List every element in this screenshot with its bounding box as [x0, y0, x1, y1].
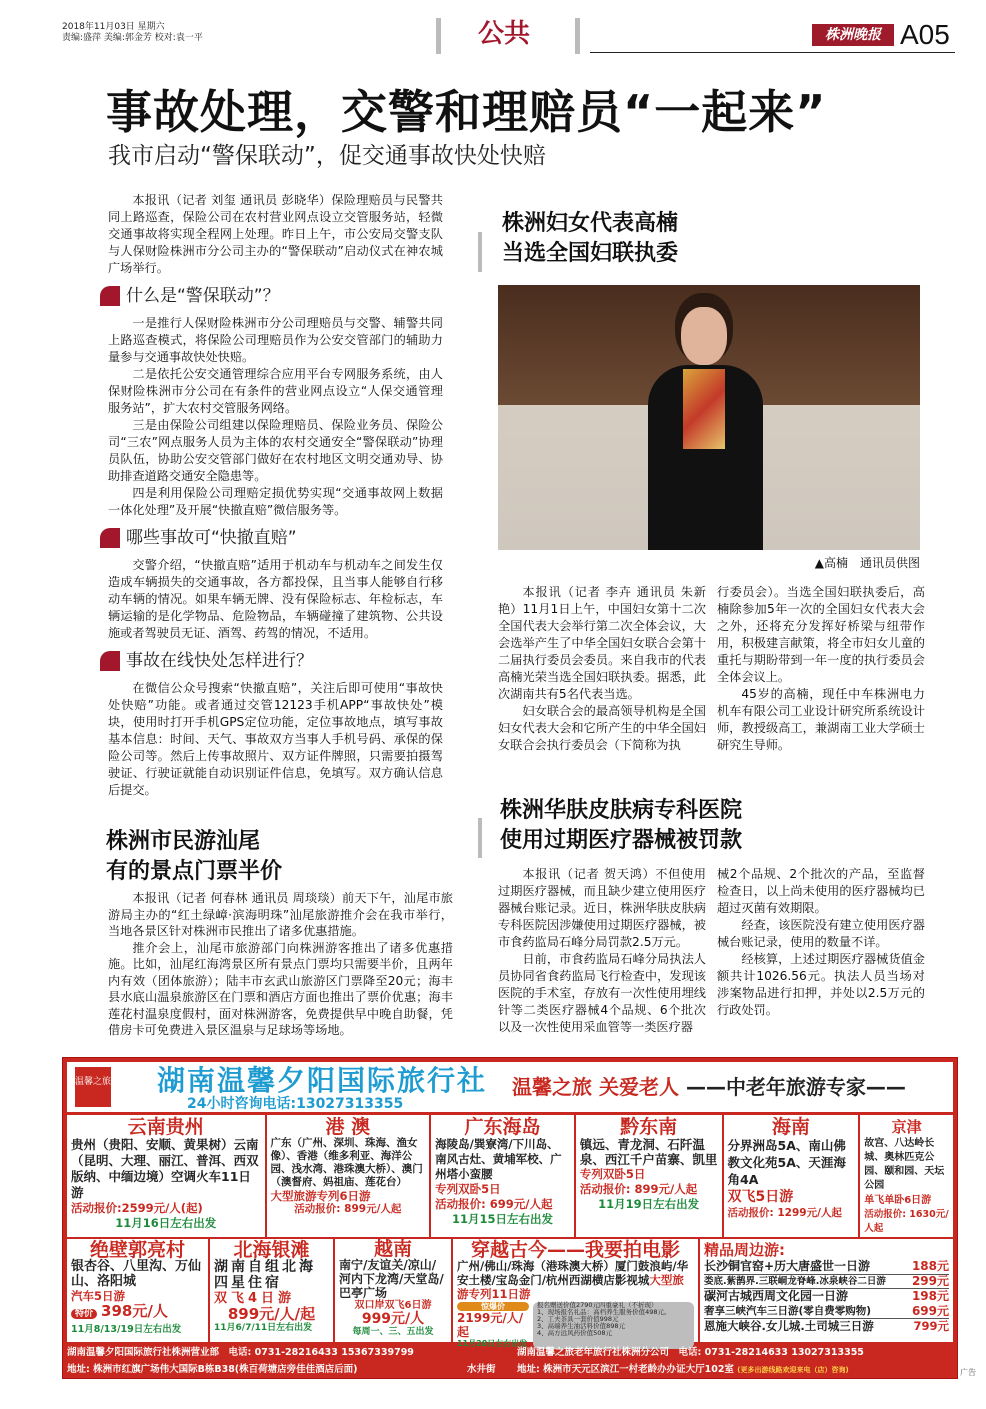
paragraph: 一是推行人保财险株洲市分公司理赔员与交警、辅警共同上路巡查模式，将保险公司理赔员作为公安交管部门的辅助力量参与交通事故快处快赔。 — [108, 316, 443, 364]
gift-box: 报名赠送价值2790元四重豪礼（不折现） 1、现场报名礼品：高档养生服务价值498元。 2、工夫茶具一套价值998元 3、高端养生油活料价值898元 4、高方远风药价值508元 — [533, 1302, 694, 1349]
tour-vietnam: 越南 南宁/友谊关/凉山/河内下龙湾/天堂岛/巴亭广场 双口岸双飞6日游 999元/人 每周一、三、五出发 — [335, 1239, 451, 1342]
nearby-item: 长沙铜官窑+历大唐盛世一日游 188元 — [704, 1259, 949, 1273]
editors: 责编:盛萍 美编:郭金芳 校对:袁一平 — [62, 33, 203, 43]
ad-footer: 湖南温馨夕阳国际旅行社株洲营业部 电话: 0731-28216433 15367339799 地址: 株洲市红旗广场伟大国际B栋B38(株百荷塘店旁佳佳酒店后面) 水井街 湖南温馨之旅老年旅行社株洲分公司 电话: 0731-28214633 13027313355 地址: 株洲市天元区滨江一村老龄办办证大厅102室 (更多出游线路欢迎来电（店）咨询) — [67, 1344, 953, 1378]
agency-name: 湖南温馨夕阳国际旅行社 — [157, 1064, 488, 1097]
issue-date: 2018年11月03日 星期六 — [62, 22, 165, 32]
paragraph: 本报讯（记者 刘玺 通讯员 彭晓华）保险理赔员与民警共同上路巡查，保险公司在农村营业网点设立交管服务站，轻微交通事故将实现全程网上处理。昨日上午，市公安局交警支队与人保财险株洲市分公司主办的“警保联动”启动仪式在神农城广场举行。 — [108, 193, 443, 275]
article-title-women: 株洲妇女代表高楠 当选全国妇联执委 — [502, 210, 679, 266]
tour-yunnan-guizhou: 云南贵州 贵州（贵阳、安顺、黄果树）云南（昆明、大理、丽江、普洱、西双版纳、中缅边境）空调火车11日游 活动报价:2599元/人(起) 11月16日左右出发 — [67, 1115, 265, 1237]
agency-phone: 24小时咨询电话:13027313355 — [187, 1096, 404, 1112]
tour-hk-macau: 港 澳 广东（广州、深圳、珠海、渔女像）、香港（维多利亚、海洋公园、浅水湾、港珠澳大桥）、澳门（澳督府、妈祖庙、莲花台） 大型旅游专列6日游 活动报价: 899元/人起 — [267, 1115, 430, 1237]
tour-guangdong-island: 广东海岛 海陵岛/巽寮湾/下川岛、南风古灶、黄埔军校、广州塔小蛮腰 专列双卧5日 活动报价: 699元/人起 11月15日左右出发 — [431, 1115, 574, 1237]
photo-gao-nan — [498, 285, 920, 550]
travel-advertisement — [62, 1057, 958, 1379]
article-women-body: 本报讯（记者 李卉 通讯员 朱新艳）11月1日上午，中国妇女第十二次全国代表大会举行第二次全体会议，大会选举产生了中华全国妇女联合会第十二届执行委员会委员。来自我市的代表高楠光荣当选全国妇联执委。据悉，此次湖南共有5名代表当选。 妇女联合会的最高领导机构是全国妇女代表大会和它所产生的中华全国妇女联合会执行委员会（下简称为执 行委员会）。当选全国妇联执委后，高楠除参加5年一次的全国妇女代表大会之外，还将充分发挥好桥梁与纽带作用，积极建言献策，将全市妇女儿童的重托与期盼带到一年一度的执行委员会全体会议上。 45岁的高楠，现任中车株洲电力机车有限公司工业设计研究所系统设计师，教授级高工，兼湖南工业大学硕士研究生导师。 — [498, 585, 925, 752]
divider — [575, 18, 580, 54]
article-shanwei-body: 本报讯（记者 何春林 通讯员 周琰琰）前天下午，汕尾市旅游局主办的“红土绿嶂·滨海明珠”汕尾旅游推介会在我市举行，当地各景区针对株洲市民推出了诸多优惠措施。 推介会上，汕尾市旅游部门向株洲游客推出了诸多优惠措施。比如，汕尾红海湾景区所有景点门票均只需要半价，且两年内有效（团体旅游）；陆丰市玄武山旅游区门票降至20元；海丰县水底山温泉旅游区在门票和酒店方面也推出了票价优惠；海丰莲花村温泉度假村，面对株洲游客，免费提供早中晚自助餐，凭借房卡可免费进入景区温泉与足球场等场地。 — [108, 891, 453, 1037]
tour-qiandongnan: 黔东南 镇远、青龙洞、石阡温泉、西江千户苗寨、凯里 专列双卧5日 活动报价: 899元/人起 11月19日左右出发 — [576, 1115, 722, 1237]
tour-beijing-tianjin: 京津 故宫、八达岭长城、奥林匹克公园、颐和园、天坛公园 单飞单卧6日游 活动报价: 1630元/人起 — [860, 1115, 953, 1237]
street-name: 水井街 — [467, 1364, 496, 1375]
page-number: A05 — [900, 19, 950, 50]
paragraph: 四是利用保险公司理赔定损优势实现“交通事故网上数据一体化处理”及开展“快撤直赔”微信服务等。 — [108, 486, 443, 517]
person-head — [681, 307, 727, 365]
nearby-item: 碳河古城西周文化园一日游 198元 — [704, 1289, 949, 1303]
paragraph: 交警介绍，“快撤直赔”适用于机动车与机动车之间发生仅造成车辆损失的交通事故，各方都投保，且当事人能够自行移动车辆的情况。如果车辆无牌、没有保险标志、年检标志，车辆运输的是化学物品、危险物品，车辆碰撞了建筑物、公共设施或者驾驶员无证、酒驾、药驾的情况，不适用。 — [108, 558, 443, 640]
bullet-icon — [100, 651, 120, 671]
subheadline: 我市启动“警保联动”，促交通事故快处快赔 — [108, 143, 546, 169]
header-rule — [590, 52, 955, 53]
article-title-shanwei: 株洲市民游汕尾 有的景点门票半价 — [106, 828, 283, 884]
issue-meta — [62, 22, 203, 44]
divider — [436, 18, 441, 54]
section-heading: 事故在线快处怎样进行？ — [100, 650, 443, 672]
agency-logo: 温馨之旅 — [75, 1067, 111, 1107]
tour-hainan: 海南 分界洲岛5A、南山佛教文化苑5A、天涯海角4A 双飞5日游 活动报价: 1299元/人起 — [724, 1115, 859, 1237]
ad-slogan: 温馨之旅 关爱老人 ——中老年旅游专家—— — [512, 1075, 906, 1099]
paragraph: 二是依托公安交通管理综合应用平台专网服务系统，由人保财险株洲市分公司在有条件的营业网点设立“人保交通管理服务站”，扩大农村交管服务网络。 — [108, 367, 443, 415]
tour-row-1 — [67, 1115, 953, 1237]
divider — [478, 232, 482, 272]
bullet-icon — [100, 286, 120, 306]
article-title-hospital: 株洲华肤皮肤病专科医院 使用过期医疗器械被罚款 — [500, 797, 743, 853]
nearby-tours: 精品周边游: 长沙铜官窑+历大唐盛世一日游 188元 娄底.紫鹊界.三联峒龙脊峰.冰泉峡谷二日游 299元 碳河古城西周文化园一日游 198元 奢享三峡汽车三日游(零自费零购物) 699元 恩施大峡谷.女儿城.土司城三日游 799元 — [700, 1239, 953, 1342]
paragraph: 三是由保险公司组建以保险理赔员、保险业务员、保险公司“三农”网点服务人员为主体的农村交通安全“警保联动”协理员队伍，协助公安交管部门做好在农村地区文明交通劝导、协助排查道路交通安全隐患等。 — [108, 418, 443, 483]
tour-movie: 穿越古今——我要拍电影 广州/佛山/珠海（港珠澳大桥）厦门鼓浪屿/华安土楼/宝岛金门/杭州西湖横店影视城大型旅游专列11日游 惊爆价 2199元/人/起 11月28日左右出发 报名赠送价值2790元四重豪礼（不折现） 1、现场报名礼品：高档养生服务价值498元。 2、工夫茶具一套价值998元 3、高端养生油活料价值898元 4、高方远风药价值508元 — [453, 1239, 698, 1342]
tour-row-2 — [67, 1238, 953, 1348]
section-name: 公共 — [478, 19, 531, 49]
nearby-item: 恩施大峡谷.女儿城.土司城三日游 799元 — [704, 1319, 949, 1333]
ad-header — [67, 1062, 953, 1112]
divider — [478, 818, 482, 858]
photo-caption: ▲高楠 通讯员供图 — [814, 556, 920, 570]
nearby-item: 娄底.紫鹊界.三联峒龙脊峰.冰泉峡谷二日游 299元 — [704, 1274, 949, 1288]
paper-logo: 株洲晚报 — [812, 24, 894, 46]
scarf — [683, 369, 725, 449]
tour-beihai: 北海银滩 湖南自组北海四星住宿 双飞4日游 899元/人/起 11月6/7/11日左右出发 — [210, 1239, 333, 1342]
nearby-item: 奢享三峡汽车三日游(零自费零购物) 699元 — [704, 1304, 949, 1318]
headline: 事故处理，交警和理赔员“一起来” — [106, 85, 827, 139]
article-hospital-body: 本报讯（记者 贺天鸿）不但使用过期医疗器械，而且缺少建立使用医疗器械台账记录。近日，株洲华肤皮肤病专科医院因涉嫌使用过期医疗器械，被市食药监局石峰分局罚款2.5万元。 日前，市食药监局石峰分局执法人员协同省食药监局飞行检查中，发现该医院的手术室，存放有一次性使用埋线针等二类医疗器械4个品规、6个批次以及一次性使用采血管等一类医疗器 械2个品规、2个批次的产品，至监督检查日，以上尚未使用的医疗器械均已超过灭菌有效期限。 经查，该医院没有建立使用医疗器械台账记录，使用的数量不详。 经核算，上述过期医疗器械货值金额共计1026.56元。执法人员当场对涉案物品进行扣押，并处以2.5万元的行政处罚。 — [498, 867, 925, 1034]
lead-article — [108, 192, 443, 799]
paragraph: 在微信公众号搜索“快撤直赔”，关注后即可使用“事故快处快赔”功能。或者通过交管12123手机APP“事故快处”模块，使用时打开手机GPS定位功能，定位事故地点，填写事故基本信息：时间、天气、事故双方当事人手机号码、承保的保险公司等。然后上传事故照片、双方证件牌照，只需要拍摄驾驶证、行驶证就能自动识别证件信息，免填写。双方确认信息后提交。 — [108, 681, 443, 797]
ad-mark: 广告 — [960, 1368, 976, 1377]
tour-guoliang: 绝壁郭亮村 银杏谷、八里沟、万仙山、洛阳城 汽车5日游 特价 398元/人 11月8/13/19日左右出发 — [67, 1239, 208, 1342]
section-heading: 什么是“警保联动”？ — [100, 285, 443, 307]
bullet-icon — [100, 528, 120, 548]
section-heading: 哪些事故可“快撤直赔” — [100, 527, 443, 549]
